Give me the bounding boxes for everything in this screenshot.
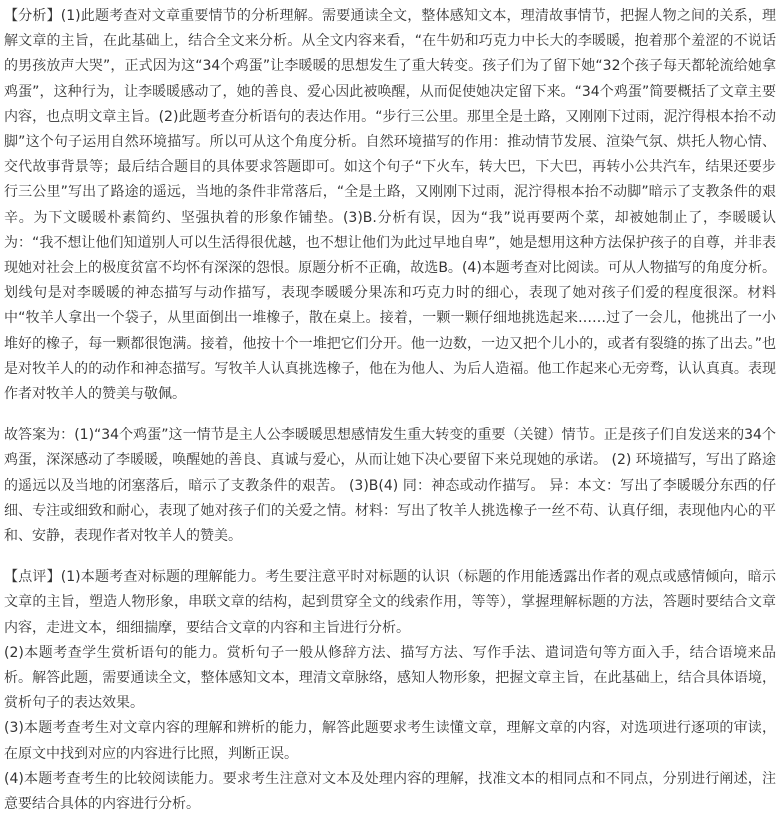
section-divider — [4, 549, 776, 565]
comment-section — [4, 565, 776, 817]
analysis-section — [4, 4, 776, 407]
comment-item-2: (2)本题考查学生赏析语句的能力。赏析句子一般从修辞方法、描写方法、写作手法、遣词造句等方面入手，结合语境来品析。解答此题，需要通读全文，整体感知文本，理清文章脉络，感知人物形象，把握文章主旨，在此基础上，结合具体语境，赏析句子的表达效果。 — [4, 644, 776, 712]
comment-item-3: (3)本题考查考生对文章内容的理解和辨析的能力，解答此题要求考生读懂文章，理解文章的内容，对选项进行逐项的审读，在原文中找到对应的内容进行比照，判断正误。 — [4, 720, 776, 762]
analysis-paragraph: 【分析】(1)此题考查对文章重要情节的分析理解。需要通读全文，整体感知文本，理清故事情节，把握人物之间的关系，理解文章的主旨，在此基础上，结合全文来分析。从全文内容来看，“在牛奶和巧克力中长大的李暖暖，抱着那个羞涩的不说话的男孩放声大哭”，正式因为这“34个鸡蛋”让李暖暖的思想发生了重大转变。孩子们为了留下她“32个孩子每天都轮流给她拿鸡蛋”，这种行为，让李暖暖感动了，她的善良、爱心因此被唤醒，从而促使她决定留下来。“34个鸡蛋”简要概括了文章主要内容，也点明文章主旨。(2)此题考查分析语句的表达作用。“步行三公里。那里全是土路，又刚刚下过雨，泥泞得根本抬不动脚”这个句子运用自然环境描写。所以可从这个角度分析。自然环境描写的作用：推动情节发展、渲染气氛、烘托人物心情、交代故事背景等；最后结合题目的具体要求答题即可。如这个句子“下火车，转大巴，下大巴，再转小公共汽车，结果还要步行三公里”写出了路途的遥远，当地的条件非常落后，“全是土路，又刚刚下过雨，泥泞得根本抬不动脚”暗示了支教条件的艰辛。为下文暖暖朴素简约、坚强执着的形象作铺垫。(3)B.分析有误，因为“我”说再要两个菜，却被她制止了，李暖暖认为：“我不想让他们知道别人可以生活得很优越，也不想让他们为此过早地自卑”，她是想用这种方法保护孩子的自尊，并非表现她对社会上的极度贫富不均怀有深深的怨恨。原题分析不正确，故选B。(4)本题考查对比阅读。可从人物描写的角度分析。划线句是对李暖暖的神态描写与动作描写，表现李暖暖分果冻和巧克力时的细心，表现了她对孩子们爱的程度很深。材料中“牧羊人拿出一个袋子，从里面倒出一堆橡子，散在桌上。接着，一颗一颗仔细地挑选起来……过了一会儿，他挑出了一小堆好的橡子，每一颗都很饱满。接着，他按十个一堆把它们分开。他一边数，一边又把个儿小的，或者有裂缝的拣了出去。”也是对牧羊人的的动作和神态描写。写牧羊人认真挑选橡子，他在为他人、为后人造福。他工作起来心无旁骛，认认真真。表现作者对牧羊人的赞美与敬佩。 — [4, 8, 776, 403]
comment-item-4: (4)本题考查考生的比较阅读能力。要求考生注意对文本及处理内容的理解，找准文本的相同点和不同点，分别进行阐述，注意要结合具体的内容进行分析。 — [4, 770, 776, 813]
comment-item-1: 【点评】(1)本题考查对标题的理解能力。考生要注意平时对标题的认识（标题的作用能透露出作者的观点或感情倾向，暗示文章的主旨，塑造人物形象，串联文章的结构，起到贯穿全文的线索作用，等等），掌握理解标题的方法，答题时要结合文章内容，走进文本，细细揣摩，要结合文章的内容和主旨进行分析。 — [4, 569, 776, 636]
answer-paragraph: 故答案为：(1)“34个鸡蛋”这一情节是主人公李暖暖思想感情发生重大转变的重要（关键）情节。正是孩子们自发送来的34个鸡蛋，深深感动了李暖暖，唤醒她的善良、真诚与爱心，从而让她下决心要留下来兑现她的承诺。 (2) 环境描写，写出了路途的遥远以及当地的闭塞落后，暗示了支教条件的艰苦。 (3)B(4) 同：神态或动作描写。 异：本文：写出了李暖暖分东西的仔细、专注或细致和耐心，表现了她对孩子们的关爱之情。材料：写出了牧羊人挑选橡子一丝不苟、认真仔细，表现他内心的平和、安静，表现作者对牧羊人的赞美。 — [4, 427, 776, 545]
section-divider — [4, 407, 776, 423]
answer-section — [4, 423, 776, 549]
